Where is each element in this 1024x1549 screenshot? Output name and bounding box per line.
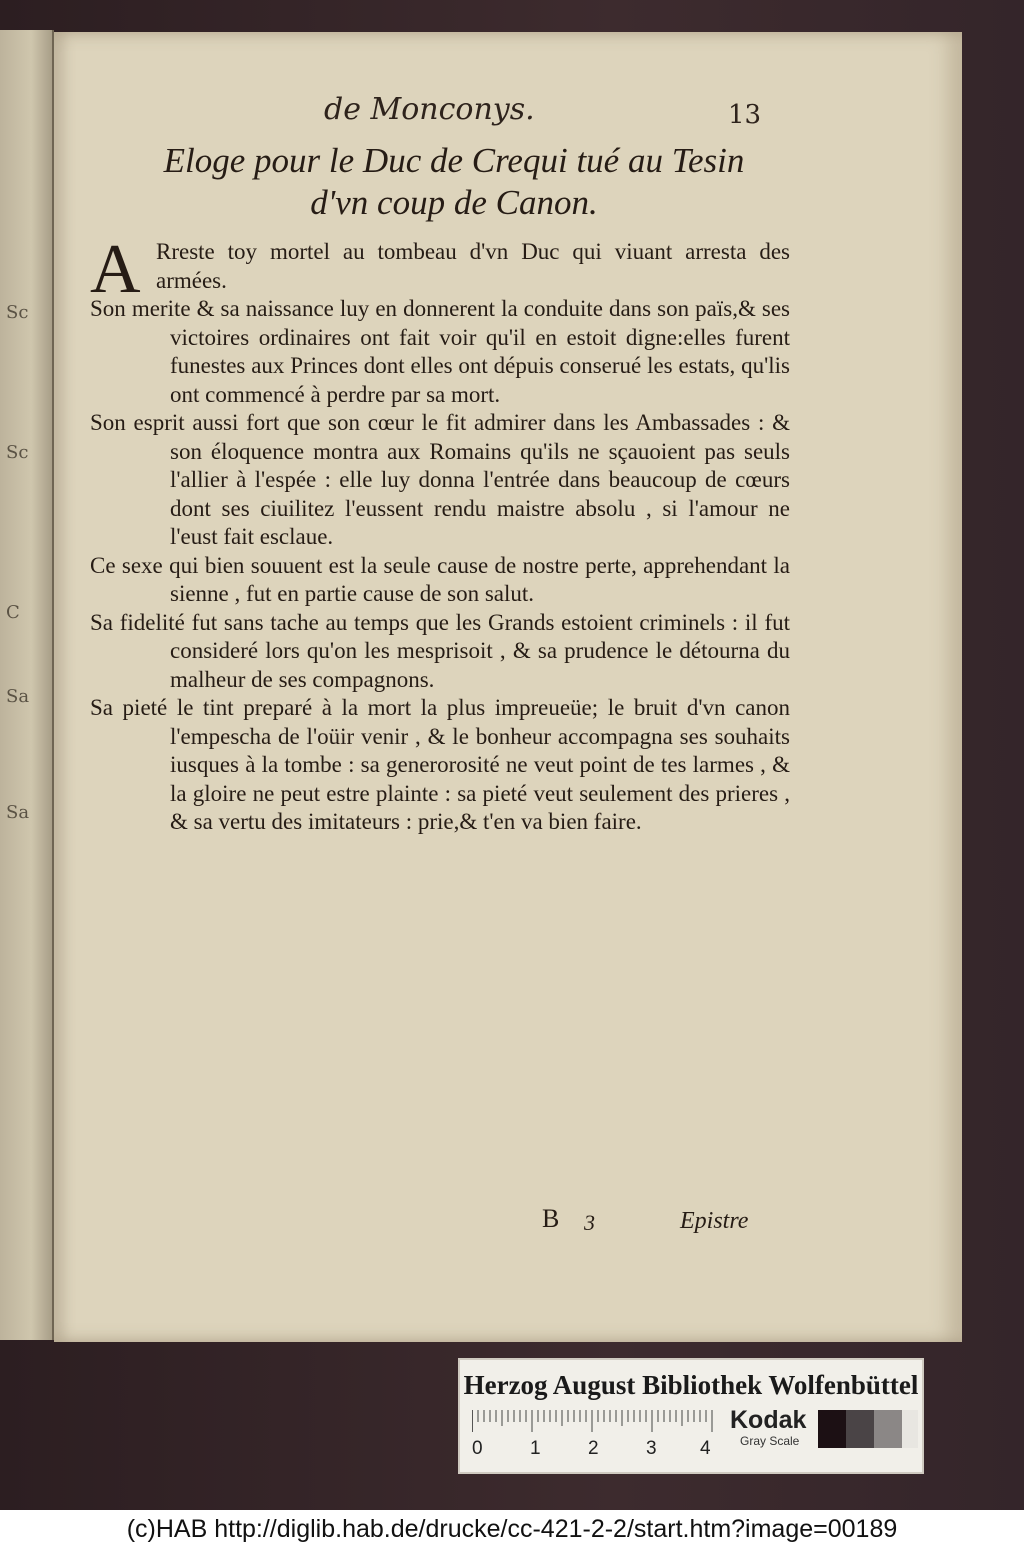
margin-fragment: C [6, 602, 20, 623]
margin-fragment: Sc [6, 442, 29, 463]
ruler-number: 0 [472, 1438, 483, 1459]
signature-number: 3 [584, 1210, 595, 1235]
paragraph: Sa pieté le tint preparé à la mort la plus impreueüe; le bruit d'vn canon l'empescha de l'oüir venir , & le bonheur accompagna ses souhaits iusques à la tombe : sa generorosité ne veut point de tes larmes , & la gloire ne peut estre plainte : sa pieté veut seulement des prieres , & sa vertu des imitateurs : prie,& t'en va bien faire. [90, 695, 790, 834]
gray-swatch [818, 1410, 846, 1448]
paragraph: Son merite & sa naissance luy en donnerent la conduite dans son païs,& ses victoires ordinaires ont fait voir qu'il en estoit digne:elles furent funestes aux Princes dont elles ont dépuis conserué les estats, qu'lis ont commencé à perdre par sa mort. [90, 296, 790, 407]
gray-swatch [902, 1410, 918, 1448]
gray-swatch [846, 1410, 874, 1448]
page-number: 13 [728, 100, 762, 130]
paragraph-text: Rreste toy mortel au tombeau d'vn Duc qui viuant arresta des armées. [156, 239, 790, 293]
signature-mark: B [542, 1204, 560, 1233]
ruler-number: 3 [646, 1438, 657, 1459]
catchword: Epistre [680, 1208, 749, 1234]
library-name: Herzog August Bibliothek Wolfenbüttel [463, 1370, 919, 1400]
paragraph: Son esprit aussi fort que son cœur le fit admirer dans les Ambassades : & son éloquence montra aux Romains qu'ils ne sçauoient pas seuls l'allier à l'espée : elle luy donna l'entrée dans beaucoup de cœurs dont ses ciuilitez l'eussent rendu maistre absolu , si l'amour ne l'eust fait esclaue. [90, 410, 790, 549]
book-page [54, 32, 962, 1342]
previous-page-edge [0, 30, 54, 1340]
paragraph: Ce sexe qui bien souuent est la seule cause de nostre perte, apprehendant la sienne , fut en partie cause de son salut. [90, 552, 790, 606]
title-line-2: d'vn coup de Canon. [310, 183, 598, 222]
paragraph: Sa fidelité fut sans tache au temps que les Grands estoient criminels : il fut consideré lors qu'on les mesprisoit , & sa prudence le détourna du malheur de ses compagnons. [90, 609, 790, 692]
margin-fragment: Sc [6, 302, 29, 323]
margin-fragment: Sa [6, 686, 30, 707]
gray-scale-label: Gray Scale [740, 1434, 800, 1448]
kodak-logo: Kodak [730, 1406, 807, 1434]
page-title [114, 140, 794, 224]
running-head: de Monconys. [324, 92, 535, 127]
eloge-text [90, 231, 790, 837]
color-calibration-card [458, 1358, 924, 1474]
ruler-scale [472, 1410, 722, 1432]
ruler-number: 1 [530, 1438, 541, 1459]
drop-cap: A [90, 231, 141, 308]
title-line-1: Eloge pour le Duc de Crequi tué au Tesin [163, 141, 745, 180]
paragraph [90, 231, 790, 308]
gray-swatch [874, 1410, 902, 1448]
ruler-number: 2 [588, 1438, 599, 1459]
copyright-url: (c)HAB http://diglib.hab.de/drucke/cc-421-2-2/start.htm?image=00189 [0, 1510, 1024, 1549]
margin-fragment: Sa [6, 802, 30, 823]
ruler-number: 4 [700, 1438, 711, 1459]
